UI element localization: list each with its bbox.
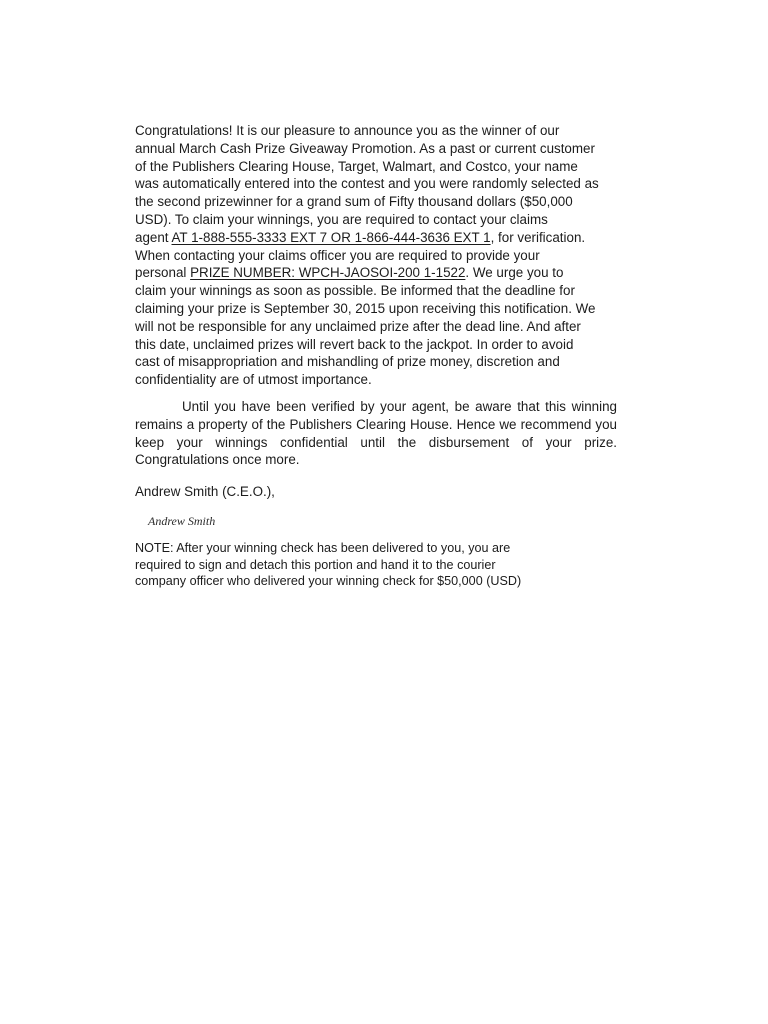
text-line: When contacting your claims officer you are required to provide your — [135, 247, 540, 263]
letter-body — [135, 122, 623, 589]
personal-suffix: . We urge you to — [465, 265, 564, 281]
text-line: cast of misappropriation and mishandling of prize money, discretion and — [135, 354, 560, 370]
text-line: of the Publishers Clearing House, Target, Walmart, and Costco, your name — [135, 158, 578, 174]
text-line: was automatically entered into the contest and you were randomly selected as — [135, 176, 599, 192]
note-line: NOTE: After your winning check has been delivered to you, you are — [135, 541, 511, 556]
text-line: USD). To claim your winnings, you are required to contact your claims — [135, 211, 548, 227]
signature: Andrew Smith — [148, 514, 216, 529]
text-line: annual March Cash Prize Giveaway Promotion. As a past or current customer — [135, 140, 595, 156]
sender-name: Andrew Smith (C.E.O.), — [135, 484, 275, 500]
note-line: company officer who delivered your winning check for $50,000 (USD) — [135, 573, 522, 588]
agent-phone-number: AT 1-888-555-3333 EXT 7 OR 1-866-444-3636 EXT 1 — [171, 229, 491, 245]
personal-prefix: personal — [135, 265, 191, 281]
prize-number-line — [135, 264, 623, 282]
note-paragraph — [135, 540, 623, 589]
text-line: the second prizewinner for a grand sum of Fifty thousand dollars ($50,000 — [135, 194, 573, 210]
paragraph-verification: Until you have been verified by your agent, be aware that this winning remains a property of the Publishers Clearing House. Hence we recommend you keep your winnings confidential until the disbursement of your prize. Congratulations once more. — [135, 398, 617, 468]
text-line: will not be responsible for any unclaimed prize after the dead line. And after — [135, 318, 581, 334]
agent-line — [135, 229, 623, 247]
text-line: claiming your prize is September 30, 2015 upon receiving this notification. We — [135, 300, 596, 316]
text-line: confidentiality are of utmost importance. — [135, 372, 372, 388]
text-line: Congratulations! It is our pleasure to announce you as the winner of our — [135, 123, 560, 138]
text-line: claim your winnings as soon as possible. Be informed that the deadline for — [135, 283, 575, 299]
text-line: this date, unclaimed prizes will revert back to the jackpot. In order to avoid — [135, 336, 574, 352]
agent-prefix: agent — [135, 229, 172, 245]
prize-number: PRIZE NUMBER: WPCH-JAOSOI-200 1-1522 — [190, 265, 466, 281]
paragraph-main — [135, 122, 623, 389]
note-line: required to sign and detach this portion and hand it to the courier — [135, 557, 496, 572]
agent-suffix: , for verification. — [490, 229, 586, 245]
